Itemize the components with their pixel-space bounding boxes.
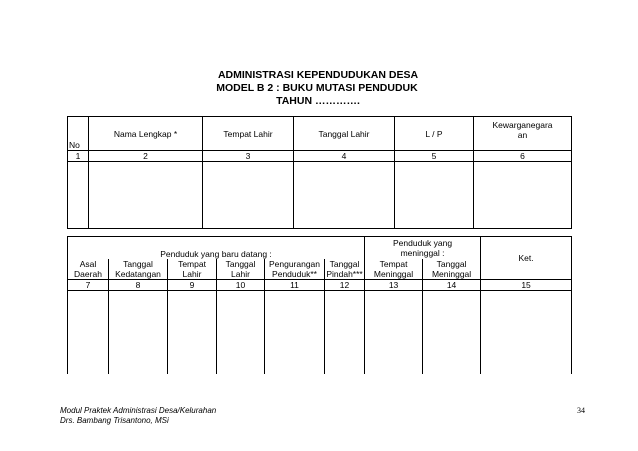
header-kewarganegaraan	[474, 117, 572, 151]
header-tgl-kedatangan-line2: Kedatangan	[115, 268, 161, 279]
page-number: 34	[577, 406, 585, 415]
column-number: 14	[423, 279, 481, 290]
group-header-penduduk-meninggal	[365, 237, 481, 259]
footer-author: Drs. Bambang Trisantono, MSi	[60, 416, 169, 425]
document-title-line1: ADMINISTRASI KEPENDUDUKAN DESA	[217, 69, 419, 81]
table-row	[68, 162, 572, 229]
header-tempat-lahir: Tempat Lahir	[203, 117, 294, 151]
column-number: 10	[217, 279, 265, 290]
group-header-meninggal-line1: Penduduk yang	[393, 237, 453, 248]
header-tempat-lahir	[168, 259, 217, 280]
empty-cell	[474, 162, 572, 229]
header-tanggal-lahir: Tanggal Lahir	[294, 117, 395, 151]
empty-cell	[203, 162, 294, 229]
empty-cell	[294, 162, 395, 229]
header-tgl-pindah-line2: Pindah***	[326, 268, 363, 279]
column-number: 2	[89, 151, 203, 162]
header-kewarganegaraan-line1: Kewarganegara	[492, 120, 553, 130]
empty-cell	[481, 290, 572, 374]
header-tempat-lahir-line1: Tempat	[178, 258, 206, 269]
header-pengurangan-line1: Pengurangan	[268, 258, 321, 269]
header-tanggal-kedatangan	[109, 259, 168, 280]
column-number: 5	[395, 151, 474, 162]
column-number: 12	[325, 279, 365, 290]
column-number: 9	[168, 279, 217, 290]
empty-cell	[168, 290, 217, 374]
column-number: 7	[68, 279, 109, 290]
header-tanggal-lahir-line2: Lahir	[231, 268, 250, 279]
header-tanggal-lahir-line1: Tanggal	[225, 258, 256, 269]
empty-cell	[68, 162, 89, 229]
header-tempat-meninggal-line2: Meninggal	[373, 268, 414, 279]
table-row	[68, 290, 572, 374]
empty-cell	[325, 290, 365, 374]
header-tgl-kedatangan-line1: Tanggal	[123, 258, 153, 269]
header-tempat-meninggal	[365, 259, 423, 280]
column-number: 3	[203, 151, 294, 162]
header-tanggal-pindah	[325, 259, 365, 280]
header-keterangan: Ket.	[481, 237, 572, 280]
column-number: 4	[294, 151, 395, 162]
empty-cell	[365, 290, 423, 374]
header-asal-line2: Daerah	[74, 268, 102, 279]
empty-cell	[217, 290, 265, 374]
header-tgl-pindah-line1: Tanggal	[329, 258, 360, 269]
header-tempat-lahir-line2: Lahir	[182, 268, 202, 279]
column-number: 1	[68, 151, 89, 162]
header-asal-line1: Asal	[79, 258, 97, 269]
column-number: 13	[365, 279, 423, 290]
header-pengurangan-line2: Penduduk**	[272, 268, 317, 279]
header-jenis-kelamin: L / P	[395, 117, 474, 151]
column-number: 6	[474, 151, 572, 162]
empty-cell	[395, 162, 474, 229]
group-header-meninggal-line2: meninggal :	[400, 247, 445, 258]
header-no: No	[68, 117, 89, 151]
empty-cell	[109, 290, 168, 374]
column-number: 15	[481, 279, 572, 290]
header-nama-lengkap: Nama Lengkap *	[89, 117, 203, 151]
column-number: 8	[109, 279, 168, 290]
empty-cell	[89, 162, 203, 229]
header-tanggal-lahir	[217, 259, 265, 280]
header-tempat-meninggal-line1: Tempat	[379, 258, 408, 269]
document-title-line3: TAHUN ………….	[276, 95, 360, 107]
empty-cell	[423, 290, 481, 374]
column-number: 11	[265, 279, 325, 290]
group-header-penduduk-baru: Penduduk yang baru datang :	[68, 237, 365, 259]
document-title-line2: MODEL B 2 : BUKU MUTASI PENDUDUK	[216, 82, 418, 94]
empty-cell	[265, 290, 325, 374]
mutation-table-part2	[67, 236, 572, 374]
footer-module-title: Modul Praktek Administrasi Desa/Kelurahan	[60, 406, 217, 415]
empty-cell	[68, 290, 109, 374]
header-asal-daerah	[68, 259, 109, 280]
header-tanggal-meninggal	[423, 259, 481, 280]
mutation-table-part1	[67, 116, 572, 229]
header-kewarganegaraan-line2: an	[517, 130, 528, 140]
header-pengurangan-penduduk	[265, 259, 325, 280]
header-tgl-meninggal-line2: Meninggal	[431, 268, 472, 279]
header-tgl-meninggal-line1: Tanggal	[436, 258, 467, 269]
